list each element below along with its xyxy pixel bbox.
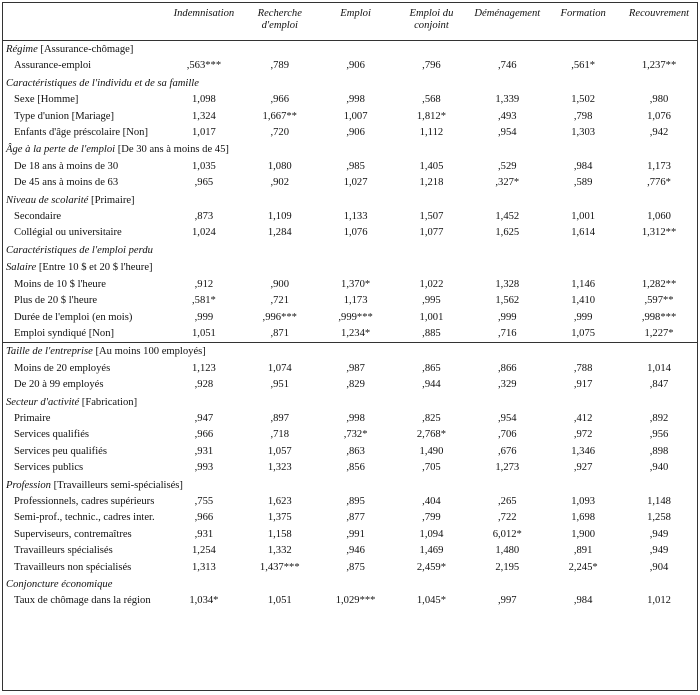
table-cell: 1,014 [647, 362, 671, 374]
section-header [3, 141, 697, 158]
table-cell: ,991 [346, 528, 365, 540]
table-cell: 1,051 [192, 327, 216, 339]
table-cell: ,949 [649, 545, 669, 557]
table-cell: ,995 [422, 295, 441, 307]
section-header [3, 343, 697, 361]
section-header-row [3, 259, 697, 276]
table-cell: 1,282** [641, 278, 677, 290]
table-cell: ,877 [346, 512, 365, 524]
table-cell: 2,245* [568, 561, 598, 573]
table-row [3, 175, 697, 191]
table-cell: 1,405 [419, 160, 444, 172]
table-cell: ,999 [498, 311, 517, 323]
row-label: De 18 ans à moins de 30 [14, 160, 119, 172]
table-row [3, 310, 697, 326]
table-cell: 1,312** [641, 227, 677, 239]
table-cell: 2,459* [416, 561, 447, 573]
header-col: Indemnisation [166, 3, 242, 41]
table-cell: 1,035 [192, 160, 216, 172]
section-reference: [Entre 10 $ et 20 $ l'heure] [36, 262, 153, 274]
table-cell: 1,452 [495, 211, 520, 223]
table-row [3, 92, 697, 108]
table-cell: 1,077 [419, 227, 444, 239]
table-cell: 1,437*** [259, 561, 300, 573]
table-cell: ,561* [571, 60, 596, 72]
table-cell: ,993 [194, 462, 214, 474]
table-row [3, 494, 697, 510]
section-header-row [3, 477, 697, 494]
table-cell: 1,258 [647, 512, 671, 524]
table-cell: ,940 [649, 462, 669, 474]
section-reference: [Fabrication] [79, 396, 138, 408]
table-cell: 1,173 [647, 160, 671, 172]
table-cell: ,998*** [641, 311, 677, 323]
table-cell: 1,623 [267, 495, 292, 507]
row-label: Travailleurs spécialisés [14, 545, 113, 557]
table-cell: ,865 [422, 362, 441, 374]
table-cell: 1,625 [495, 227, 520, 239]
table-cell: ,917 [573, 379, 593, 391]
table-cell: ,716 [498, 327, 517, 339]
table-row [3, 543, 697, 559]
table-cell: 1,812* [416, 110, 447, 122]
table-row [3, 125, 697, 141]
table-cell: ,788 [573, 362, 593, 374]
table-cell: 1,076 [343, 227, 368, 239]
table-cell: 2,195 [495, 561, 520, 573]
section-title: Secteur d'activité [6, 396, 80, 408]
section-title: Niveau de scolarité [6, 194, 89, 206]
section-header [3, 576, 697, 593]
table-cell: 1,469 [419, 545, 444, 557]
table-cell: 1,148 [647, 495, 671, 507]
table-row [3, 427, 697, 443]
table-cell: 6,012* [492, 528, 522, 540]
section-header-row [3, 343, 697, 361]
header-row [3, 3, 697, 41]
table-cell: ,597** [644, 295, 674, 307]
table-cell: ,847 [649, 379, 669, 391]
table-cell: ,972 [573, 429, 593, 441]
table-row [3, 411, 697, 427]
row-label: Services publics [14, 462, 84, 474]
table-cell: ,871 [270, 327, 290, 339]
row-label: De 20 à 99 employés [14, 379, 104, 391]
table-cell: ,951 [270, 379, 290, 391]
row-label: Type d'union [Mariage] [14, 110, 115, 122]
table-body [3, 41, 697, 610]
table-cell: ,866 [498, 362, 517, 374]
table-cell: ,722 [498, 512, 517, 524]
table-cell: ,928 [194, 379, 214, 391]
section-header [3, 242, 697, 259]
header-col: Emploi du conjoint [394, 3, 470, 41]
table-cell: 1,370* [341, 278, 371, 290]
table-cell: ,568 [422, 94, 441, 106]
table-row [3, 444, 697, 460]
row-label: Services qualifiés [14, 429, 90, 441]
table-row [3, 527, 697, 543]
table-cell: ,966 [194, 512, 214, 524]
table-cell: ,720 [270, 127, 290, 139]
table-cell: ,327* [495, 177, 520, 189]
table-cell: 1,410 [571, 295, 596, 307]
row-label: Taux de chômage dans la région [14, 595, 151, 607]
table-cell: 1,022 [419, 278, 444, 290]
table-cell: 1,346 [571, 445, 596, 457]
row-label: Moins de 10 $ l'heure [14, 278, 106, 290]
table-cell: ,966 [194, 429, 214, 441]
table-cell: ,825 [422, 412, 441, 424]
table-row [3, 209, 697, 225]
section-reference: [De 30 ans à moins de 45] [115, 144, 229, 156]
table-cell: 1,024 [192, 227, 216, 239]
table-cell: ,944 [422, 379, 441, 391]
table-cell: ,798 [573, 110, 593, 122]
section-title: Caractéristiques de l'individu et de sa famille [6, 77, 199, 89]
table-row [3, 510, 697, 526]
table-row [3, 460, 697, 476]
table-cell: 1,017 [192, 127, 216, 139]
table-cell: ,947 [194, 412, 214, 424]
table-cell: ,906 [346, 127, 365, 139]
table-cell: 1,303 [571, 127, 596, 139]
table-cell: ,892 [649, 412, 669, 424]
header-col: Emploi [318, 3, 394, 41]
section-reference: [Assurance-chômage] [37, 44, 134, 55]
header-col: Recherche d'emploi [242, 3, 318, 41]
table-cell: 1,080 [267, 160, 292, 172]
table-cell: ,404 [422, 495, 441, 507]
section-reference: [Travailleurs semi-spécialisés] [50, 479, 183, 491]
table-cell: 1,075 [571, 327, 596, 339]
table-cell: 1,051 [267, 595, 292, 607]
table-cell: 1,227* [644, 327, 674, 339]
table-cell: 2,768* [416, 429, 447, 441]
table-cell: 1,029*** [335, 595, 376, 607]
table-cell: ,902 [270, 177, 290, 189]
section-header-row [3, 242, 697, 259]
table-cell: ,980 [649, 94, 669, 106]
section-header [3, 192, 697, 209]
table-cell: ,966 [270, 94, 290, 106]
table-cell: ,776* [647, 177, 671, 189]
results-table-container [2, 2, 698, 691]
table-cell: 1,123 [192, 362, 216, 374]
section-title: Profession [6, 479, 51, 491]
table-row [3, 277, 697, 293]
table-row [3, 159, 697, 175]
table-cell: 1,339 [495, 94, 520, 106]
table-cell: 1,034* [189, 595, 219, 607]
table-cell: ,885 [422, 327, 441, 339]
table-cell: ,898 [649, 445, 669, 457]
table-cell: ,412 [573, 412, 593, 424]
table-cell: ,954 [498, 412, 517, 424]
header-col: Formation [545, 3, 621, 41]
section-header-row [3, 41, 697, 59]
table-cell: 1,094 [419, 528, 444, 540]
section-header [3, 477, 697, 494]
table-cell: ,942 [649, 127, 669, 139]
table-cell: ,996*** [262, 311, 297, 323]
table-cell: 1,273 [495, 462, 520, 474]
section-header-row [3, 192, 697, 209]
section-title: Taille de l'entreprise [6, 346, 93, 358]
row-label: Semi-prof., technic., cadres inter. [14, 512, 155, 524]
table-cell: 1,490 [419, 445, 444, 457]
table-cell: 1,284 [267, 227, 292, 239]
table-cell: ,949 [649, 528, 669, 540]
table-cell: 1,254 [192, 545, 216, 557]
row-label: Superviseurs, contremaîtres [14, 528, 132, 540]
table-cell: ,984 [573, 160, 593, 172]
table-cell: 1,060 [647, 211, 671, 223]
table-cell: ,985 [346, 160, 365, 172]
table-cell: ,789 [270, 60, 290, 72]
table-cell: ,493 [498, 110, 517, 122]
table-cell: 1,698 [571, 512, 596, 524]
table-cell: ,706 [498, 429, 517, 441]
table-cell: ,873 [194, 211, 214, 223]
table-cell: ,998 [346, 412, 365, 424]
table-cell: 1,012 [647, 595, 671, 607]
table-cell: ,529 [498, 160, 517, 172]
table-cell: ,997 [498, 595, 517, 607]
table-cell: 1,323 [267, 462, 292, 474]
table-cell: 1,112 [419, 127, 444, 139]
table-cell: 1,001 [571, 211, 596, 223]
table-cell: ,755 [194, 495, 214, 507]
table-cell: ,954 [498, 127, 517, 139]
table-cell: 1,234* [341, 327, 371, 339]
row-label: Collégial ou universitaire [14, 227, 122, 239]
table-cell: ,999 [194, 311, 214, 323]
table-cell: 1,045* [416, 595, 447, 607]
section-title: Âge à la perte de l'emploi [6, 144, 116, 156]
section-header-row [3, 141, 697, 158]
table-cell: ,946 [346, 545, 365, 557]
section-header [3, 41, 697, 59]
table-cell: ,732* [343, 429, 368, 441]
row-label: Assurance-emploi [14, 60, 92, 72]
table-cell: ,589 [573, 177, 593, 189]
row-label: Professionnels, cadres supérieurs [14, 495, 155, 507]
table-cell: ,987 [346, 362, 365, 374]
row-label: Travailleurs non spécialisés [14, 561, 132, 573]
table-cell: 1,057 [267, 445, 292, 457]
table-cell: 1,313 [192, 561, 216, 573]
table-cell: ,912 [194, 278, 214, 290]
table-cell: 1,237** [641, 60, 677, 72]
table-cell: ,906 [346, 60, 365, 72]
table-cell: 1,173 [343, 295, 368, 307]
table-cell: ,676 [498, 445, 517, 457]
row-label: Services peu qualifiés [14, 445, 107, 457]
table-cell: 1,158 [267, 528, 292, 540]
table-cell: ,891 [573, 545, 593, 557]
table-cell: 1,667** [262, 110, 297, 122]
table-cell: 1,502 [571, 94, 596, 106]
table-cell: ,875 [346, 561, 365, 573]
table-cell: ,746 [498, 60, 517, 72]
table-cell: ,931 [194, 445, 214, 457]
table-cell: 1,007 [343, 110, 368, 122]
table-cell: 1,218 [419, 177, 444, 189]
table-cell: ,999 [573, 311, 593, 323]
table-cell: ,799 [422, 512, 441, 524]
table-cell: 1,027 [343, 177, 368, 189]
table-cell: ,721 [270, 295, 290, 307]
table-cell: ,329 [498, 379, 517, 391]
table-cell: 1,507 [419, 211, 444, 223]
table-row [3, 560, 697, 576]
section-header-row [3, 576, 697, 593]
table-cell: ,984 [573, 595, 593, 607]
table-cell: 1,332 [267, 545, 292, 557]
table-cell: ,956 [649, 429, 669, 441]
table-cell: ,900 [270, 278, 290, 290]
table-cell: ,265 [498, 495, 517, 507]
section-header [3, 75, 697, 92]
table-cell: 1,076 [647, 110, 671, 122]
section-header-row [3, 394, 697, 411]
table-row [3, 326, 697, 343]
table-row [3, 293, 697, 309]
table-cell: ,904 [649, 561, 669, 573]
table-cell: ,999*** [338, 311, 373, 323]
row-label: Durée de l'emploi (en mois) [14, 311, 133, 323]
table-cell: 1,133 [343, 211, 368, 223]
section-reference: [Au moins 100 employés] [92, 346, 206, 358]
table-row [3, 377, 697, 393]
table-cell: ,856 [346, 462, 365, 474]
row-label: Moins de 20 employés [14, 362, 111, 374]
table-row [3, 58, 697, 74]
table-cell: ,897 [270, 412, 290, 424]
row-label: Plus de 20 $ l'heure [14, 295, 98, 307]
table-cell: ,863 [346, 445, 365, 457]
table-cell: 1,562 [495, 295, 520, 307]
table-cell: 1,375 [267, 512, 292, 524]
row-label: Enfants d'âge préscolaire [Non] [14, 127, 148, 139]
section-reference: [Primaire] [88, 194, 135, 206]
table-cell: 1,098 [192, 94, 216, 106]
table-cell: 1,324 [192, 110, 216, 122]
table-cell: 1,093 [571, 495, 596, 507]
header-col: Déménagement [469, 3, 545, 41]
table-cell: ,965 [194, 177, 214, 189]
table-cell: 1,074 [267, 362, 292, 374]
results-table [3, 3, 697, 610]
table-row [3, 225, 697, 241]
table-cell: 1,109 [267, 211, 292, 223]
table-cell: ,927 [573, 462, 593, 474]
row-label: Emploi syndiqué [Non] [14, 327, 115, 339]
header-empty [3, 3, 166, 41]
table-cell: ,563*** [186, 60, 222, 72]
row-label: Secondaire [14, 211, 62, 223]
table-cell: 1,614 [571, 227, 596, 239]
section-title: Régime [6, 44, 38, 55]
section-title: Caractéristiques de l'emploi perdu [6, 244, 153, 256]
table-cell: ,705 [422, 462, 441, 474]
row-label: De 45 ans à moins de 63 [14, 177, 119, 189]
table-cell: 1,328 [495, 278, 520, 290]
table-cell: 1,146 [571, 278, 596, 290]
table-cell: ,796 [422, 60, 441, 72]
section-header-row [3, 75, 697, 92]
table-row [3, 109, 697, 125]
row-label: Primaire [14, 412, 51, 424]
table-cell: ,829 [346, 379, 365, 391]
table-cell: ,931 [194, 528, 214, 540]
table-cell: 1,001 [419, 311, 444, 323]
table-cell: ,581* [192, 295, 216, 307]
table-cell: ,718 [270, 429, 290, 441]
section-header [3, 259, 697, 276]
table-cell: ,998 [346, 94, 365, 106]
table-row [3, 593, 697, 609]
header-col: Recouvrement [621, 3, 697, 41]
section-title: Salaire [6, 262, 37, 274]
section-title: Conjoncture économique [6, 579, 113, 590]
table-cell: 1,900 [571, 528, 596, 540]
table-row [3, 361, 697, 377]
section-header [3, 394, 697, 411]
table-cell: ,895 [346, 495, 365, 507]
row-label: Sexe [Homme] [14, 94, 79, 106]
table-cell: 1,480 [495, 545, 520, 557]
